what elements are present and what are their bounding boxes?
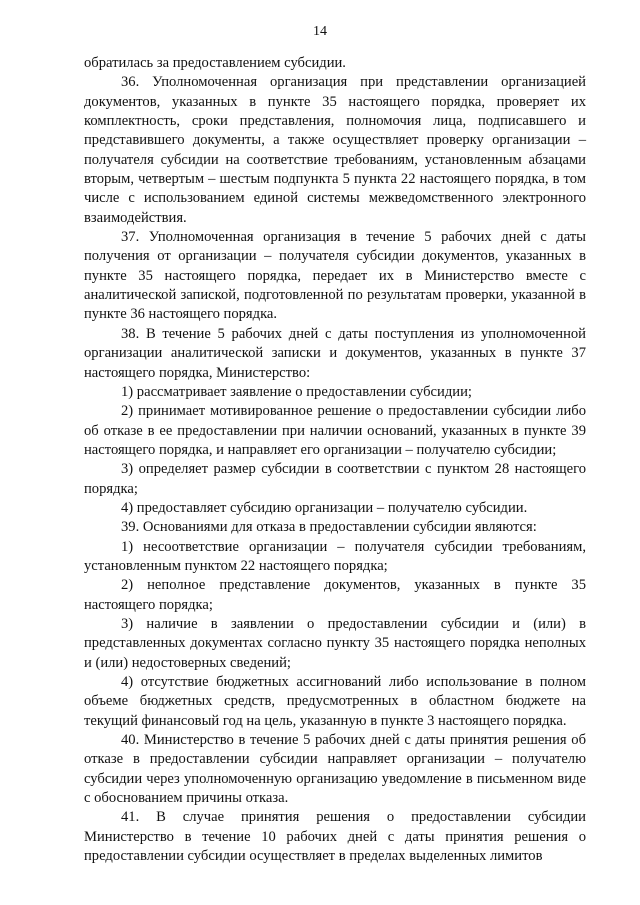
list-item: 3) определяет размер субсидии в соответствии с пунктом 28 настоящего порядка;	[84, 461, 586, 497]
paragraph-clause-40: 40. Министерство в течение 5 рабочих дней с даты принятия решения об отказе в предоставлении субсидии направляет организации – получателю субсидии через уполномоченную организацию уведомление в письменном виде с обоснованием причины отказа.	[84, 732, 586, 807]
page-number: 14	[313, 24, 327, 39]
list-item: 1) рассматривает заявление о предоставлении субсидии;	[121, 383, 472, 400]
document-body	[84, 54, 586, 866]
paragraph: обратилась за предоставлением субсидии.	[84, 55, 346, 71]
paragraph-clause-39: 39. Основаниями для отказа в предоставлении субсидии являются:	[121, 519, 537, 536]
list-item: 1) несоответствие организации – получателя субсидии требованиям, установленным пунктом 22 настоящего порядка;	[84, 538, 586, 574]
paragraph-clause-41: 41. В случае принятия решения о предоставлении субсидии Министерство в течение 10 рабочих дней с даты принятия решения о предоставлении субсидии осуществляет в пределах выделенных лимитов	[84, 809, 586, 865]
list-item: 4) отсутствие бюджетных ассигнований либо использование в полном объеме бюджетных средств, предусмотренных в областном бюджете на текущий финансовый год на цель, указанную в пункте 3 настоящего порядка.	[84, 674, 586, 729]
paragraph-clause-38: 38. В течение 5 рабочих дней с даты поступления из уполномоченной организации аналитической записки и документов, указанных в пункте 37 настоящего порядка, Министерство:	[84, 325, 586, 381]
list-item: 2) принимает мотивированное решение о предоставлении субсидии либо об отказе в ее предоставлении при наличии оснований, указанных в пункте 39 настоящего порядка, и направляет его организации – получателю субсидии;	[84, 403, 586, 458]
list-item: 3) наличие в заявлении о предоставлении субсидии и (или) в представленных документах согласно пункту 35 настоящего порядка неполных и (или) недостоверных сведений;	[84, 615, 586, 671]
list-item: 2) неполное представление документов, указанных в пункте 35 настоящего порядка;	[84, 577, 586, 613]
list-item: 4) предоставляет субсидию организации – получателю субсидии.	[121, 499, 528, 516]
paragraph-clause-36: 36. Уполномоченная организация при представлении организацией документов, указанных в пункте 35 настоящего порядка, проверяет их комплектность, сроки представления, полномочия лица, подписавшего и представившего документы, а также осуществляет проверку организации – получателя субсидии на соответствие требованиям, установленным абзацами вторым, четвертым – шестым подпункта 5 пункта 22 настоящего порядка, в том числе с использованием единой системы межведомственного электронного взаимодействия.	[84, 74, 586, 226]
paragraph-clause-37: 37. Уполномоченная организация в течение 5 рабочих дней с даты получения от организации – получателя субсидии документов, указанных в пункте 35 настоящего порядка, передает их в Министерство вместе с аналитической запиской, подготовленной по результатам проверки, указанной в пункте 36 настоящего порядка.	[84, 229, 586, 323]
